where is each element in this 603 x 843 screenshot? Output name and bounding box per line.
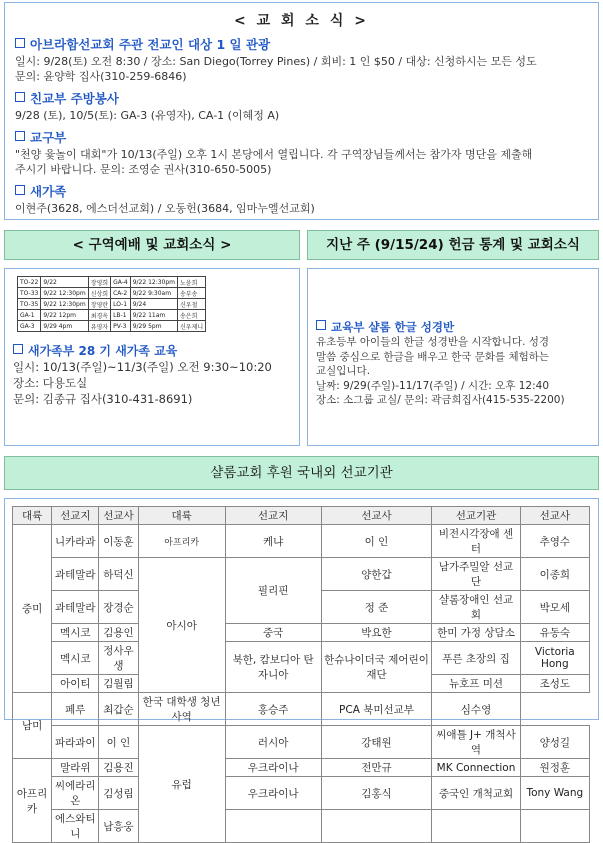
table-cell: 최경옥 xyxy=(88,310,110,321)
news-item-text: 이현주(3628, 에스더선교회) / 오동헌(3684, 임마누엘선교회) xyxy=(15,202,315,215)
mission-field: 중국 xyxy=(225,624,321,642)
news-item-heading xyxy=(15,89,598,107)
new-family-edu-heading: 새가족부 28 기 새가족 교육 xyxy=(13,342,299,359)
missionary: 이종희 xyxy=(520,558,589,591)
banner-missions: 샬롬교회 후원 국내외 선교기관 xyxy=(4,456,599,490)
missionary: Tony Wang xyxy=(520,777,589,810)
news-item-title: 아브라함선교회 주관 전교인 대상 1 일 관광 xyxy=(30,37,271,52)
table-cell: TO-33 xyxy=(18,288,41,299)
mission-org xyxy=(432,810,520,843)
table-cell: GA-3 xyxy=(18,321,41,332)
missionary: 이 인 xyxy=(321,525,432,558)
column-header: 선교지 xyxy=(52,507,99,525)
mission-org: 씨애틀 J+ 개척사역 xyxy=(432,726,520,759)
news-item-text: 주시기 바랍니다. 문의: 조영순 권사(310-650-5005) xyxy=(15,163,272,176)
news-line: 교실입니다. xyxy=(316,365,371,377)
mission-field: 북한, 캄보디아 탄자니아 xyxy=(225,642,321,693)
mission-field: 페루 xyxy=(52,693,99,726)
missionary: 남흥웅 xyxy=(99,810,138,843)
table-row xyxy=(13,624,590,642)
mission-org: MK Connection xyxy=(432,759,520,777)
missionary: 김용진 xyxy=(99,759,138,777)
news-line: 장소: 다용도실 xyxy=(13,376,88,390)
table-row xyxy=(13,525,590,558)
table-cell: 9/22 12pm xyxy=(41,310,88,321)
table-cell: 9/22 xyxy=(41,277,88,288)
missionary: 홍승주 xyxy=(225,693,321,726)
missionary: 양성길 xyxy=(520,726,589,759)
missionary: 김용인 xyxy=(99,624,138,642)
table-cell: 신우제니 xyxy=(178,321,206,332)
column-header: 선교사 xyxy=(520,507,589,525)
table-cell: 9/29 4pm xyxy=(41,321,88,332)
table-cell: GA-1 xyxy=(18,310,41,321)
missionary: 양한갑 xyxy=(321,558,432,591)
table-cell: 신상희 xyxy=(88,288,110,299)
mission-field: 한국 대학생 청년 사역 xyxy=(138,693,225,726)
missionary xyxy=(520,810,589,843)
mission-field: 과테말라 xyxy=(52,558,99,591)
table-row xyxy=(18,277,206,288)
mission-field: 멕시코 xyxy=(52,642,99,675)
table-cell: 9/22 12:30pm xyxy=(41,299,88,310)
cell-schedule-table xyxy=(17,276,206,332)
mission-org: 중국인 개척교회 xyxy=(432,777,520,810)
table-cell: 장영희 xyxy=(88,277,110,288)
church-news-title: < 교 회 소 식 > xyxy=(234,13,369,29)
column-header: 대륙 xyxy=(138,507,225,525)
news-item-text: 일시: 9/28(토) 오전 8:30 / 장소: San Diego(Torrey Pines) / 회비: 1 인 $50 / 대상: 신청하시는 모든 성도 xyxy=(15,55,537,68)
news-line: 날짜: 9/29(주일)-11/17(주일) / 시간: 오후 12:40 xyxy=(316,379,550,392)
table-cell: TO-35 xyxy=(18,299,41,310)
news-item-text: 문의: 윤양학 집사(310-259-6846) xyxy=(15,70,187,83)
table-cell: LO-1 xyxy=(111,299,131,310)
column-header: 선교사 xyxy=(99,507,138,525)
missionary: 전만규 xyxy=(321,759,432,777)
mission-field: 우크라이나 xyxy=(225,759,321,777)
mission-field: 파라과이 xyxy=(52,726,99,759)
column-header: 선교사 xyxy=(321,507,432,525)
continent-cell: 남미 xyxy=(13,693,52,759)
news-item-text: 9/28 (토), 10/5(토): GA-3 (유영자), CA-1 (이혜정 A) xyxy=(15,109,280,122)
mission-field: 아이티 xyxy=(52,675,99,693)
checkbox-icon xyxy=(15,92,25,102)
column-header: 대륙 xyxy=(13,507,52,525)
checkbox-icon xyxy=(13,344,23,354)
table-row xyxy=(18,288,206,299)
table-cell: 9/29 5pm xyxy=(130,321,177,332)
checkbox-icon xyxy=(316,320,326,330)
news-line: 일시: 10/13(주일)~11/3(주일) 오전 9:30~10:20 xyxy=(13,360,272,374)
mission-field: 니카라과 xyxy=(52,525,99,558)
news-item-title: 교구부 xyxy=(30,130,67,145)
table-cell: GA-4 xyxy=(111,277,131,288)
news-item-heading xyxy=(15,35,598,53)
table-cell: 9/22 12:30pm xyxy=(41,288,88,299)
mission-field: 우크라이나 xyxy=(225,777,321,810)
missionary: 김홍식 xyxy=(321,777,432,810)
cell-worship-panel xyxy=(4,268,300,446)
table-row xyxy=(13,558,590,591)
news-item-heading xyxy=(15,182,598,200)
mission-org: 비전시각장애 센터 xyxy=(432,525,520,558)
continent-cell: 아프리카 xyxy=(13,759,52,843)
table-cell: LB-1 xyxy=(111,310,131,321)
table-cell: 9/22 11am xyxy=(130,310,177,321)
table-row xyxy=(18,299,206,310)
missionary: 유동숙 xyxy=(520,624,589,642)
missionary: 심수영 xyxy=(432,693,520,726)
table-cell: 장영란 xyxy=(88,299,110,310)
table-cell: PV-3 xyxy=(111,321,131,332)
table-row xyxy=(18,310,206,321)
table-cell: 9/22 12:30pm xyxy=(130,277,177,288)
table-row xyxy=(18,321,206,332)
banner-cell-worship: < 구역예배 및 교회소식 > xyxy=(4,230,300,260)
church-news-panel xyxy=(307,268,599,446)
missionary: 한슈나이더국 제어린이 재단 xyxy=(321,642,432,693)
news-item-title: 친교부 주방봉사 xyxy=(30,91,119,106)
mission-org: 남가주밀알 선교단 xyxy=(432,558,520,591)
missionary: 정 준 xyxy=(321,591,432,624)
missionary: 강태원 xyxy=(321,726,432,759)
missionary: 이동훈 xyxy=(99,525,138,558)
news-line: 말씀 중심으로 한글을 배우고 한국 문화를 체험하는 xyxy=(316,350,550,363)
news-line: 유초등부 아이들의 한글 성경반을 시작합니다. 성경 xyxy=(316,336,550,348)
missionary: Victoria Hong xyxy=(520,642,589,675)
missionary: 최갑순 xyxy=(99,693,138,726)
mission-org: 푸른 초장의 집 xyxy=(432,642,520,675)
table-row xyxy=(13,777,590,810)
checkbox-icon xyxy=(15,38,25,48)
news-item-heading xyxy=(15,128,598,146)
checkbox-icon xyxy=(15,131,25,141)
empty-cell xyxy=(321,810,432,843)
mission-field: 멕시코 xyxy=(52,624,99,642)
table-cell: TO-22 xyxy=(18,277,41,288)
mission-field: 에스와티니 xyxy=(52,810,99,843)
missionary: 박모세 xyxy=(520,591,589,624)
missionary: 박요한 xyxy=(321,624,432,642)
table-cell: 9/24 xyxy=(130,299,177,310)
banner-offering-stats: 지난 주 (9/15/24) 헌금 통계 및 교회소식 xyxy=(307,230,599,260)
mission-field: 씨에라리온 xyxy=(52,777,99,810)
table-cell: 송은희 xyxy=(178,310,206,321)
missionary: 원정훈 xyxy=(520,759,589,777)
table-row xyxy=(13,759,590,777)
church-news-box xyxy=(4,2,599,220)
news-item-title: 새가족 xyxy=(30,184,67,199)
continent-cell: 아시아 xyxy=(138,558,225,693)
table-row xyxy=(13,693,590,726)
korean-bible-class-heading: 교육부 샬롬 한글 성경반 xyxy=(316,319,590,335)
table-cell: 신우철 xyxy=(178,299,206,310)
missionary: 정사우생 xyxy=(99,642,138,675)
column-header: 선교지 xyxy=(225,507,321,525)
missionary: 하덕신 xyxy=(99,558,138,591)
continent-cell: 중미 xyxy=(13,525,52,693)
missionary: 김성림 xyxy=(99,777,138,810)
table-cell: CA-2 xyxy=(111,288,131,299)
mission-field: 과테말라 xyxy=(52,591,99,624)
column-header: 선교기관 xyxy=(432,507,520,525)
empty-cell xyxy=(225,810,321,843)
mission-field: 러시아 xyxy=(225,726,321,759)
table-cell: 9/22 9:30am xyxy=(130,288,177,299)
missionary: 이 인 xyxy=(99,726,138,759)
table-row xyxy=(13,642,590,675)
table-row xyxy=(13,810,590,843)
mission-field: 말라위 xyxy=(52,759,99,777)
missionary: 김월림 xyxy=(99,675,138,693)
mission-org: 한미 가정 상담소 xyxy=(432,624,520,642)
mission-org: PCA 북미선교부 xyxy=(321,693,432,726)
mission-field: 필리핀 xyxy=(225,558,321,624)
missionary: 장경순 xyxy=(99,591,138,624)
missions-table xyxy=(12,506,590,843)
checkbox-icon xyxy=(15,185,25,195)
table-cell: 송부송 xyxy=(178,288,206,299)
news-line: 장소: 소그룹 교실/ 문의: 곽금희집사(415-535-2200) xyxy=(316,394,565,406)
table-row xyxy=(13,726,590,759)
news-item-text: "천양 윷놀이 대회"가 10/13(주일) 오후 1시 본당에서 열립니다. 각 구역장님들께서는 참가자 명단을 제출해 xyxy=(15,148,533,161)
continent-cell: 아프리카 xyxy=(138,525,225,558)
mission-org: 뉴호프 미션 xyxy=(432,675,520,693)
missionary: 추영수 xyxy=(520,525,589,558)
mission-field: 케냐 xyxy=(225,525,321,558)
missionary: 조성도 xyxy=(520,675,589,693)
continent-cell: 유럽 xyxy=(138,726,225,843)
table-cell: 유영자 xyxy=(88,321,110,332)
table-cell: 노윤희 xyxy=(178,277,206,288)
mission-org: 샬롬장애인 선교회 xyxy=(432,591,520,624)
news-line: 문의: 김종규 집사(310-431-8691) xyxy=(13,392,193,406)
